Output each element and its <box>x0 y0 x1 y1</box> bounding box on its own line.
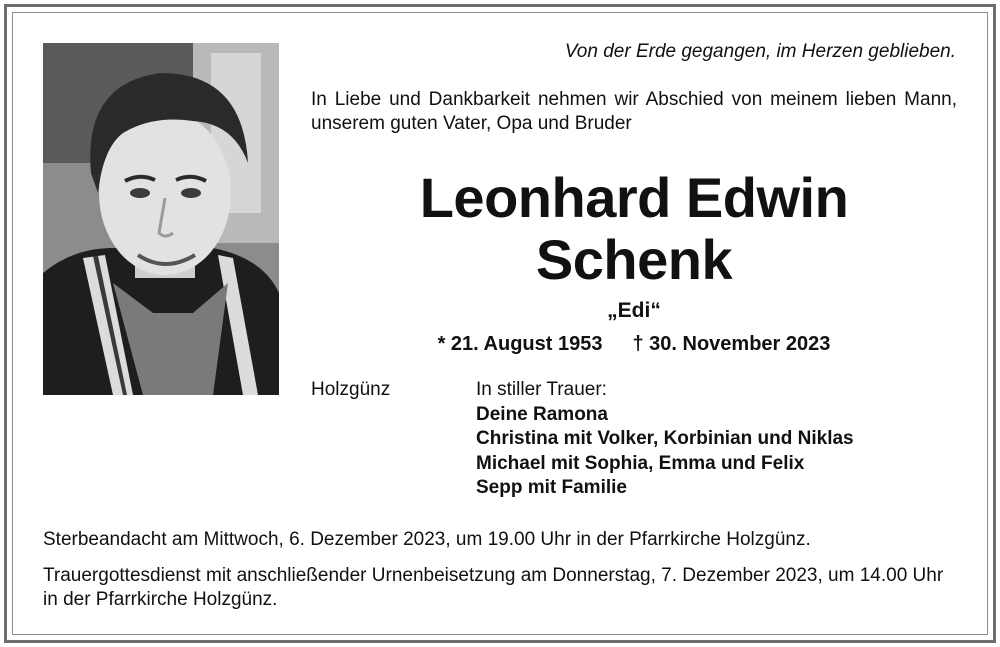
death-date: † 30. November 2023 <box>632 333 831 355</box>
motto-line: Von der Erde gegangen, im Herzen geblieben. <box>564 41 956 62</box>
nickname: „Edi“ <box>607 299 661 322</box>
funeral-notice: Trauergottesdienst mit anschließender Urnenbeisetzung am Donnerstag, 7. Dezember 2023, um 14.00 Uhr in der Pfarrkirche Holzgünz. <box>43 565 944 610</box>
name-line-1: Leonhard Edwin <box>419 166 849 229</box>
mourner-entry: Sepp mit Familie <box>476 477 627 498</box>
name-line-2: Schenk <box>535 228 733 291</box>
mourner-entry: Michael mit Sophia, Emma und Felix <box>476 452 805 474</box>
prayer-notice: Sterbeandacht am Mittwoch, 6. Dezember 2023, um 19.00 Uhr in der Pfarrkirche Holzgünz. <box>43 529 811 550</box>
birth-date: * 21. August 1953 <box>437 333 603 355</box>
intro-text: In Liebe und Dankbarkeit nehmen wir Abschied von meinem lieben Mann, unserem guten Vater, Opa und Bruder <box>311 89 957 134</box>
portrait-photo <box>43 43 279 395</box>
mourner-entry: Deine Ramona <box>476 403 608 425</box>
life-dates <box>311 331 957 357</box>
mourners-list <box>476 378 854 501</box>
mourner-entry: Christina mit Volker, Korbinian und Niklas <box>476 428 854 449</box>
place-name: Holzgünz <box>311 379 391 400</box>
mourners-lead: In stiller Trauer: <box>476 379 607 400</box>
deceased-name <box>311 167 957 291</box>
